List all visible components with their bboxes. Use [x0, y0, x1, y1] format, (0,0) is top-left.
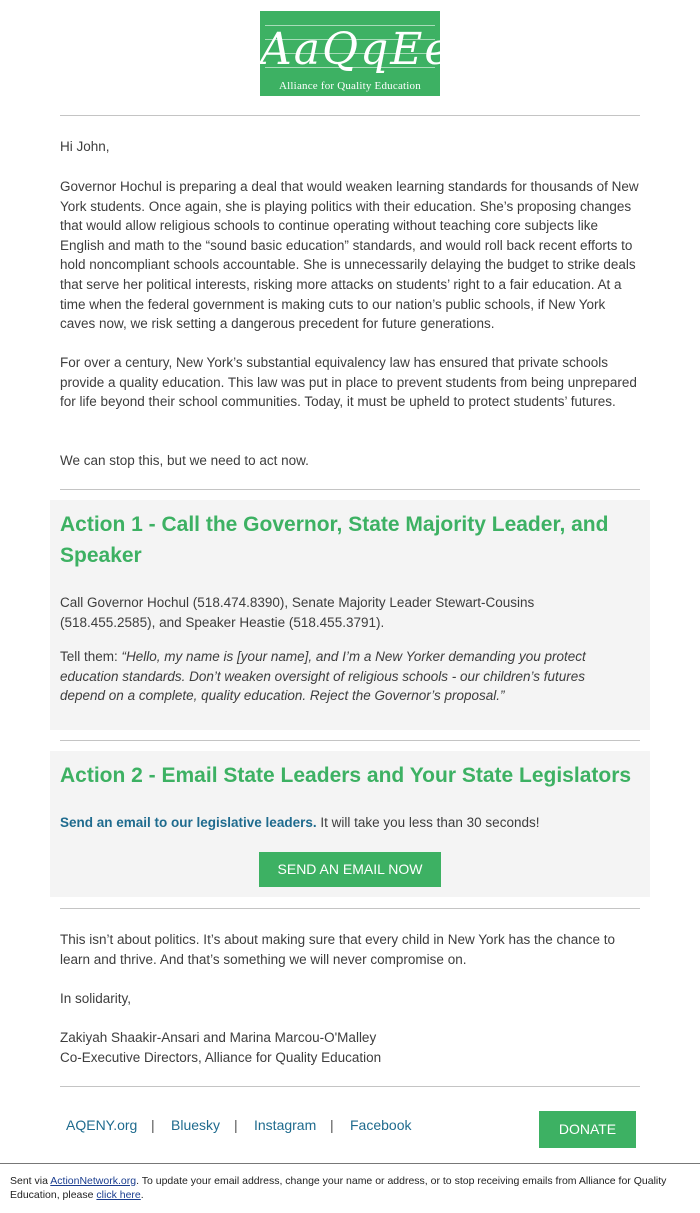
- send-email-button[interactable]: SEND AN EMAIL NOW: [259, 852, 441, 887]
- action-2-panel: [50, 751, 650, 897]
- aqe-logo[interactable]: [260, 11, 453, 96]
- donate-button[interactable]: DONATE: [539, 1111, 636, 1148]
- instagram-link[interactable]: Instagram: [254, 1117, 317, 1133]
- unsubscribe-link[interactable]: click here: [96, 1189, 141, 1201]
- facebook-link[interactable]: Facebook: [350, 1117, 412, 1133]
- closing-paragraph: This isn’t about politics. It’s about making sure that every child in New York has the chance to learn and thrive. And that’s something we will never compromise on.: [60, 932, 616, 967]
- action-1-panel: [50, 500, 650, 730]
- call-script: “Hello, my name is [your name], and I’m a New Yorker demanding you protect education standards. Don’t weaken oversight of religious schools - our children’s futures depend on a complete, quality education. Reject the Governor’s proposal.”: [60, 649, 586, 704]
- divider: [60, 908, 640, 909]
- divider: [60, 740, 640, 741]
- signoff: In solidarity,: [60, 991, 132, 1006]
- signer-names: Zakiyah Shaakir-Ansari and Marina Marcou-O'Malley: [60, 1030, 377, 1045]
- footer-suffix: .: [140, 1189, 144, 1201]
- intro-paragraph: Governor Hochul is preparing a deal that would weaken learning standards for thousands of New York students. Once again, she is playing politics with their education. She’s proposing changes that would allow religious schools to continue operating without teaching core subjects like English and math to the “sound basic education” standards, and would roll back recent efforts to hold noncompliant schools accountable. She is unnecessarily delaying the budget to strike deals that serve her political interests, risking more attacks on students’ right to a fair education. At a time when the federal government is making cuts to our nation’s public schools, if New York caves now, we risk setting a dangerous precedent for future generations.: [60, 179, 639, 332]
- tell-them-label: Tell them:: [60, 649, 122, 664]
- divider: [60, 115, 640, 116]
- divider: [60, 489, 640, 490]
- footer-middle: . To update your email address, change your name or address, or to stop receiving emails from Alliance for Quality Education, please: [10, 1175, 667, 1201]
- signer-title: Co-Executive Directors, Alliance for Quality Education: [60, 1050, 382, 1065]
- bluesky-link[interactable]: Bluesky: [171, 1117, 221, 1133]
- separator: |: [330, 1117, 334, 1133]
- email-leaders-link[interactable]: Send an email to our legislative leaders.: [60, 815, 317, 830]
- separator: |: [234, 1117, 238, 1133]
- action-1-tell-them: [60, 647, 630, 706]
- divider: [60, 1086, 640, 1087]
- action-2-text: [60, 813, 630, 833]
- footer-prefix: Sent via: [10, 1175, 51, 1187]
- aqeny-link[interactable]: AQENY.org: [66, 1117, 138, 1133]
- actionnetwork-link[interactable]: ActionNetwork.org: [50, 1175, 137, 1187]
- separator: |: [151, 1117, 155, 1133]
- action-1-heading: Action 1 - Call the Governor, State Majority Leader, and Speaker: [60, 513, 609, 567]
- footer: [0, 1163, 700, 1213]
- action-1-call-text: Call Governor Hochul (518.474.8390), Senate Majority Leader Stewart-Cousins (518.455.2585), and Speaker Heastie (518.455.3791).: [60, 595, 535, 630]
- act-now-paragraph: We can stop this, but we need to act now.: [60, 453, 309, 468]
- logo-org-name: Alliance for Quality Education: [279, 80, 421, 92]
- footer-text: [10, 1174, 680, 1202]
- law-paragraph: For over a century, New York’s substantial equivalency law has ensured that private schools provide a quality education. This law was put in place to prevent students from being unprepared for life beyond their school communities. Today, it must be upheld to protect students’ futures.: [60, 355, 637, 410]
- logo-script-letters: AaQqEe: [260, 24, 453, 75]
- action-2-rest-text: It will take you less than 30 seconds!: [316, 815, 540, 830]
- greeting: Hi John,: [60, 139, 110, 154]
- action-2-heading: Action 2 - Email State Leaders and Your State Legislators: [60, 764, 632, 787]
